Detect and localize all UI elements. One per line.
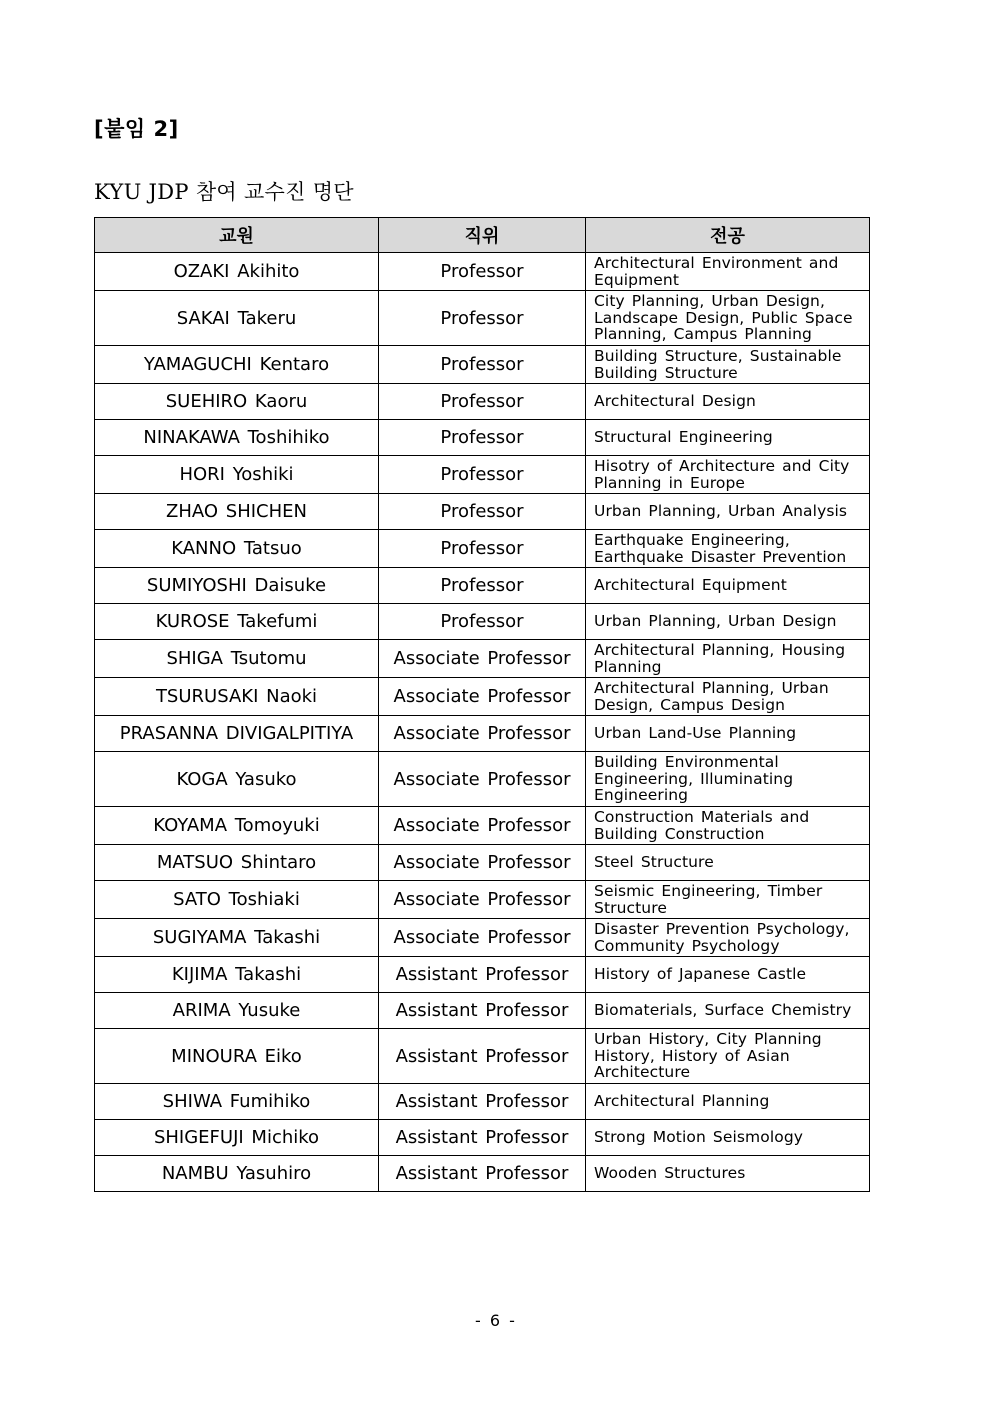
major-cell: Construction Materials and Building Construction: [586, 807, 870, 845]
faculty-name-cell: SUGIYAMA Takashi: [95, 919, 379, 957]
table-row: [95, 807, 870, 845]
table-row: [95, 678, 870, 716]
table-row: [95, 346, 870, 384]
document-title: KYU JDP 참여 교수진 명단: [94, 180, 354, 204]
faculty-name-cell: OZAKI Akihito: [95, 253, 379, 291]
faculty-name-cell: SATO Toshiaki: [95, 881, 379, 919]
position-cell: Professor: [379, 494, 586, 530]
position-cell: Professor: [379, 604, 586, 640]
position-cell: Associate Professor: [379, 881, 586, 919]
major-cell: Urban History, City Planning History, History of Asian Architecture: [586, 1029, 870, 1084]
table-row: [95, 957, 870, 993]
position-cell: Professor: [379, 253, 586, 291]
faculty-name-cell: YAMAGUCHI Kentaro: [95, 346, 379, 384]
major-cell: History of Japanese Castle: [586, 957, 870, 993]
faculty-name-cell: NAMBU Yasuhiro: [95, 1156, 379, 1192]
position-cell: Associate Professor: [379, 919, 586, 957]
table-row: [95, 1156, 870, 1192]
faculty-name-cell: KANNO Tatsuo: [95, 530, 379, 568]
position-cell: Assistant Professor: [379, 1156, 586, 1192]
major-cell: Steel Structure: [586, 845, 870, 881]
table-row: [95, 384, 870, 420]
position-cell: Associate Professor: [379, 678, 586, 716]
major-cell: Building Environmental Engineering, Illuminating Engineering: [586, 752, 870, 807]
major-cell: City Planning, Urban Design, Landscape Design, Public Space Planning, Campus Planning: [586, 291, 870, 346]
table-row: [95, 1029, 870, 1084]
faculty-name-cell: SAKAI Takeru: [95, 291, 379, 346]
position-cell: Assistant Professor: [379, 957, 586, 993]
major-cell: Hisotry of Architecture and City Planning in Europe: [586, 456, 870, 494]
table-row: [95, 494, 870, 530]
table-row: [95, 420, 870, 456]
major-cell: Strong Motion Seismology: [586, 1120, 870, 1156]
major-cell: Architectural Environment and Equipment: [586, 253, 870, 291]
table-row: [95, 881, 870, 919]
position-cell: Assistant Professor: [379, 1084, 586, 1120]
table-header-row: [95, 218, 870, 253]
position-cell: Associate Professor: [379, 640, 586, 678]
position-cell: Professor: [379, 530, 586, 568]
faculty-name-cell: PRASANNA DIVIGALPITIYA: [95, 716, 379, 752]
faculty-name-cell: NINAKAWA Toshihiko: [95, 420, 379, 456]
faculty-name-cell: KUROSE Takefumi: [95, 604, 379, 640]
position-cell: Associate Professor: [379, 807, 586, 845]
table-row: [95, 291, 870, 346]
major-cell: Architectural Planning, Urban Design, Campus Design: [586, 678, 870, 716]
position-cell: Professor: [379, 420, 586, 456]
major-cell: Wooden Structures: [586, 1156, 870, 1192]
major-cell: Urban Planning, Urban Design: [586, 604, 870, 640]
table-row: [95, 716, 870, 752]
position-cell: Professor: [379, 456, 586, 494]
major-cell: Urban Planning, Urban Analysis: [586, 494, 870, 530]
faculty-name-cell: ARIMA Yusuke: [95, 993, 379, 1029]
table-row: [95, 253, 870, 291]
faculty-name-cell: SHIGA Tsutomu: [95, 640, 379, 678]
major-cell: Architectural Planning, Housing Planning: [586, 640, 870, 678]
header-position: 직위: [379, 218, 586, 253]
position-cell: Associate Professor: [379, 716, 586, 752]
faculty-name-cell: SUMIYOSHI Daisuke: [95, 568, 379, 604]
faculty-name-cell: KIJIMA Takashi: [95, 957, 379, 993]
faculty-name-cell: TSURUSAKI Naoki: [95, 678, 379, 716]
table-row: [95, 1084, 870, 1120]
table-row: [95, 1120, 870, 1156]
position-cell: Associate Professor: [379, 845, 586, 881]
faculty-name-cell: KOGA Yasuko: [95, 752, 379, 807]
position-cell: Assistant Professor: [379, 993, 586, 1029]
page-number: - 6 -: [475, 1311, 517, 1330]
position-cell: Professor: [379, 568, 586, 604]
position-cell: Professor: [379, 291, 586, 346]
position-cell: Professor: [379, 346, 586, 384]
faculty-name-cell: SHIWA Fumihiko: [95, 1084, 379, 1120]
table-row: [95, 568, 870, 604]
table-row: [95, 752, 870, 807]
attachment-label: [붙임 2]: [94, 117, 179, 141]
major-cell: Architectural Planning: [586, 1084, 870, 1120]
major-cell: Architectural Equipment: [586, 568, 870, 604]
table-row: [95, 456, 870, 494]
position-cell: Associate Professor: [379, 752, 586, 807]
faculty-name-cell: HORI Yoshiki: [95, 456, 379, 494]
faculty-name-cell: MATSUO Shintaro: [95, 845, 379, 881]
table-row: [95, 604, 870, 640]
faculty-name-cell: MINOURA Eiko: [95, 1029, 379, 1084]
table-row: [95, 919, 870, 957]
header-faculty: 교원: [95, 218, 379, 253]
table-row: [95, 993, 870, 1029]
major-cell: Seismic Engineering, Timber Structure: [586, 881, 870, 919]
position-cell: Assistant Professor: [379, 1029, 586, 1084]
faculty-name-cell: KOYAMA Tomoyuki: [95, 807, 379, 845]
position-cell: Assistant Professor: [379, 1120, 586, 1156]
major-cell: Building Structure, Sustainable Building Structure: [586, 346, 870, 384]
faculty-table: [94, 217, 870, 1192]
major-cell: Urban Land-Use Planning: [586, 716, 870, 752]
major-cell: Biomaterials, Surface Chemistry: [586, 993, 870, 1029]
faculty-name-cell: SUEHIRO Kaoru: [95, 384, 379, 420]
table-row: [95, 530, 870, 568]
position-cell: Professor: [379, 384, 586, 420]
table-row: [95, 640, 870, 678]
faculty-name-cell: ZHAO SHICHEN: [95, 494, 379, 530]
header-major: 전공: [586, 218, 870, 253]
major-cell: Disaster Prevention Psychology, Community Psychology: [586, 919, 870, 957]
table-row: [95, 845, 870, 881]
major-cell: Structural Engineering: [586, 420, 870, 456]
faculty-name-cell: SHIGEFUJI Michiko: [95, 1120, 379, 1156]
major-cell: Earthquake Engineering, Earthquake Disaster Prevention: [586, 530, 870, 568]
major-cell: Architectural Design: [586, 384, 870, 420]
